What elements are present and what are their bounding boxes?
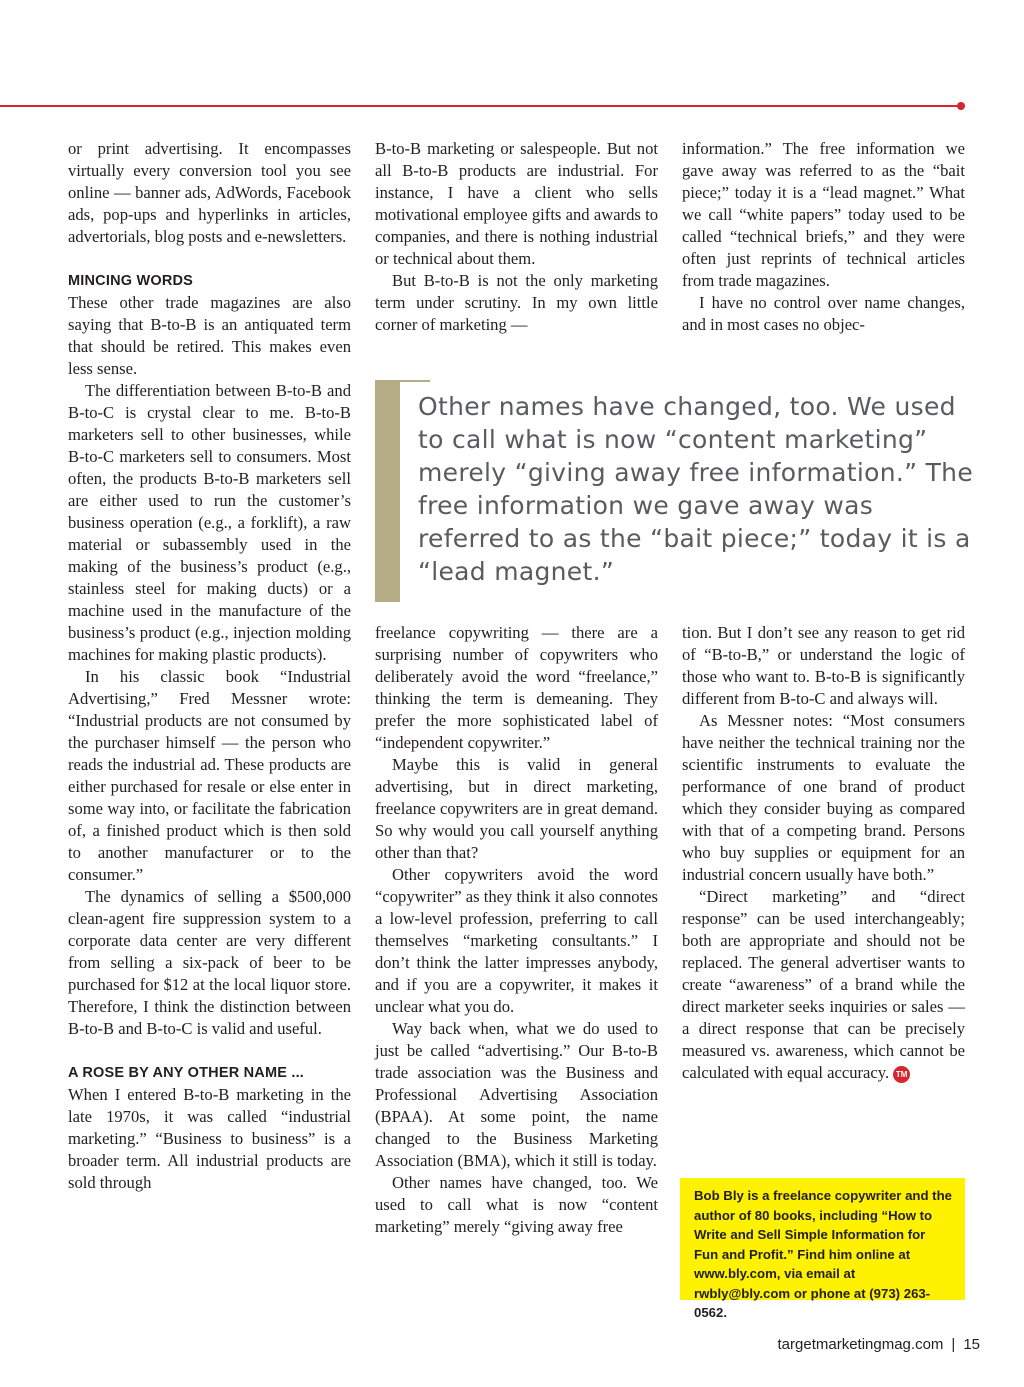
pull-quote-text: Other names have changed, too. We used to call what is now “content marketing” merely “giving away free information.” The free information we gave away was referred to as the “bait piece;” today it is a “lead magnet.”	[418, 392, 973, 586]
paragraph: Other names have changed, too. We used to call what is now “content marketing” merely “giving away free	[375, 1173, 658, 1236]
author-bio-box	[680, 1178, 965, 1320]
paragraph: In his classic book “Industrial Advertising,” Fred Messner wrote: “Industrial products are not consumed by the purchaser himself — the person who reads the industrial ad. These products are either purchased for resale or else enter in some way into, or facilitate the fabrication of, a finished product which is then sold to another manufacturer or to the consumer.”	[68, 667, 351, 884]
paragraph: Way back when, what we do used to just be called “advertising.” Our B-to-B trade association was the Business and Professional Advertising Association (BPAA). At some point, the name changed to the Business Marketing Association (BMA), which it still is today.	[375, 1019, 658, 1170]
paragraph: or print advertising. It encompasses virtually every conversion tool you see online — banner ads, AdWords, Facebook ads, pop-ups and hyperlinks in articles, advertorials, blog posts and e-newsletters.	[68, 139, 351, 246]
header-rule-dot	[957, 102, 965, 110]
column-2-top	[375, 138, 658, 336]
paragraph: information.” The free information we gave away was referred to as the “bait piece;” today it is a “lead magnet.” What we call “white papers” today used to be called “technical briefs,” and they were often just reprints of technical articles from trade magazines.	[682, 139, 965, 290]
pull-quote-bar-top	[375, 380, 430, 382]
paragraph: But B-to-B is not the only marketing term under scrutiny. In my own little corner of marketing —	[375, 271, 658, 334]
pull-quote-bar	[375, 380, 400, 602]
paragraph: tion. But I don’t see any reason to get rid of “B-to-B,” or understand the logic of those who want to. B-to-B is significantly different from B-to-C and always will.	[682, 623, 965, 708]
section-heading-mincing-words: MINCING WORDS	[68, 273, 194, 289]
column-3-bottom	[682, 622, 965, 1084]
section-heading-rose: A ROSE BY ANY OTHER NAME ...	[68, 1065, 305, 1081]
paragraph: When I entered B-to-B marketing in the late 1970s, it was called “industrial marketing.” “Business to business” is a broader term. All industrial products are sold through	[68, 1085, 351, 1192]
column-2-bottom	[375, 622, 658, 1238]
paragraph: B-to-B marketing or salespeople. But not all B-to-B products are industrial. For instance, I have a client who sells motivational employee gifts and awards to companies, and there is nothing industrial or technical about them.	[375, 139, 658, 268]
paragraph: Other copywriters avoid the word “copywriter” as they think it also connotes a low-level profession, preferring to call themselves “marketing consultants.” I don’t think the latter impresses anybody, and if you are a copywriter, it makes it unclear what you do.	[375, 865, 658, 1016]
column-3-top	[682, 138, 965, 336]
paragraph: I have no control over name changes, and in most cases no objec-	[682, 293, 965, 334]
header-rule	[0, 105, 960, 107]
paragraph: As Messner notes: “Most consumers have neither the technical training nor the scientific instruments to evaluate the performance of one brand of product which they consider buying as compared with that of a competing brand. Persons who buy supplies or equipment for an industrial concern usually have both.”	[682, 711, 965, 884]
footer-separator: |	[951, 1336, 956, 1353]
column-1	[68, 138, 351, 1194]
page-footer	[778, 1336, 981, 1353]
author-bio-text: Bob Bly is a freelance copywriter and the author of 80 books, including “How to Write and Sell Simple Information for Fun and Profit.” Find him online at www.bly.com, via email at rwbly@bly.com or phone at (973) 263-0562.	[694, 1188, 952, 1320]
paragraph	[682, 886, 965, 1084]
paragraph: The differentiation between B-to-B and B-to-C is crystal clear to me. B-to-B marketers sell to other businesses, while B-to-C marketers sell to consumers. Most often, the products B-to-B marketers sell are either used to run the customer’s business operation (e.g., a forklift), a raw material or subassembly used in the making of the business’s product (e.g., stainless steel for making ducts) or a machine used in the manufacture of the business’s product (e.g., injection molding machines for making plastic products).	[68, 381, 351, 664]
paragraph-text: “Direct marketing” and “direct response” can be used interchangeably; both are appropriate and should not be replaced. The general advertiser wants to create “awareness” of a brand while the direct marketer seeks inquiries or sales — a direct response that can be precisely measured vs. awareness, which cannot be calculated with equal accuracy.	[682, 887, 965, 1082]
end-mark-icon: TM	[893, 1066, 910, 1083]
paragraph: The dynamics of selling a $500,000 clean-agent fire suppression system to a corporate data center are very different from selling a six-pack of beer to be purchased for $12 at the local liquor store. Therefore, I think the distinction between B-to-B and B-to-C is valid and useful.	[68, 887, 351, 1038]
paragraph: These other trade magazines are also saying that B-to-B is an antiquated term that should be retired. This makes even less sense.	[68, 293, 351, 378]
pull-quote	[375, 380, 975, 602]
paragraph: freelance copywriting — there are a surprising number of copywriters who deliberately avoid the word “freelance,” thinking the term is demeaning. They prefer the more sophisticated label of “independent copywriter.”	[375, 623, 658, 752]
paragraph: Maybe this is valid in general advertising, but in direct marketing, freelance copywriters are in great demand. So why would you call yourself anything other than that?	[375, 755, 658, 862]
page-number: 15	[963, 1336, 980, 1353]
footer-site: targetmarketingmag.com	[777, 1336, 944, 1353]
